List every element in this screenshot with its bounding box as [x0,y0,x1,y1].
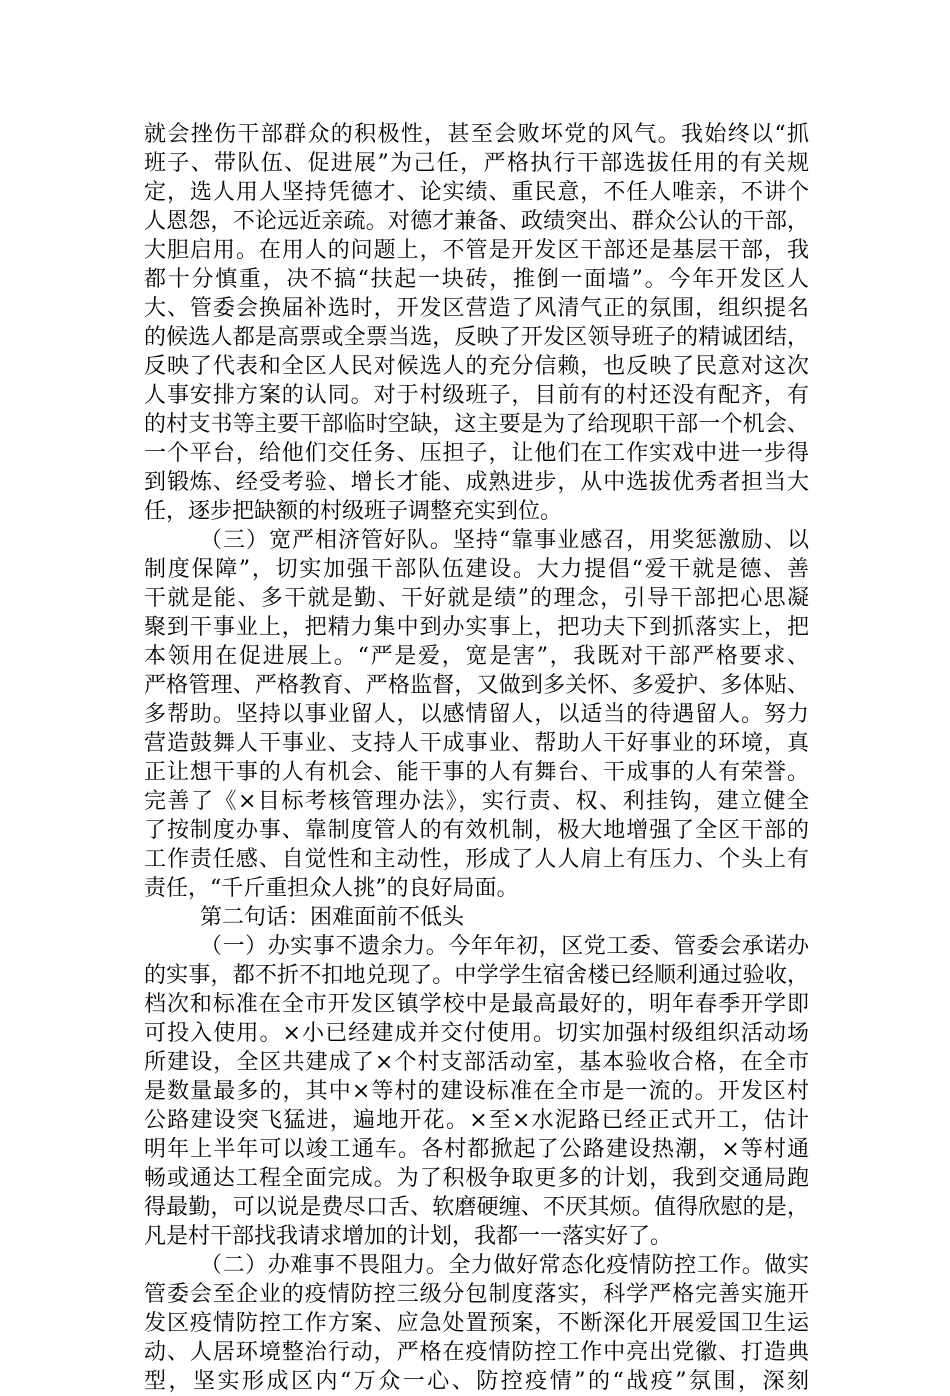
text-line: 凡是村干部找我请求增加的计划，我都一一落实好了。 [144,1224,673,1249]
paragraph-cadre-selection [144,120,809,526]
paragraph-difficult-matters [144,1251,809,1396]
text-line: 管委会至企业的疫情防控三级分包制度落实，科学严格完善实施开 [144,1282,809,1307]
text-line: 型，坚实形成区内“万众一心、防控疫情”的“战疫”氛围，深刻 [144,1369,809,1394]
text-line: 公路建设突飞猛进，遍地开花。×至×水泥路已经正式开工，估计 [144,1108,809,1133]
text-line: 可投入使用。×小已经建成并交付使用。切实加强村级组织活动场 [144,1021,809,1046]
text-line: 大胆启用。在用人的问题上，不管是开发区干部还是基层干部，我 [144,238,809,263]
text-line: 档次和标准在全市开发区镇学校中是最高最好的，明年春季开学即 [144,992,809,1017]
section-heading-text: 第二句话：困难面前不低头 [200,905,465,930]
text-line: 的实事，都不折不扣地兑现了。中学学生宿舍楼已经顺利通过验收， [144,963,809,988]
text-line: 动、人居环境整治行动，严格在疫情防控工作中亮出党徽、打造典 [144,1340,809,1365]
text-line: 大、管委会换届补选时，开发区营造了风清气正的氛围，组织提名 [144,296,809,321]
text-line: 到锻炼、经受考验、增长才能、成熟进步，从中选拔优秀者担当大 [144,470,809,495]
text-line: 多帮助。坚持以事业留人，以感情留人，以适当的待遇留人。努力 [144,702,809,727]
section-heading [144,903,809,932]
text-line: 人事安排方案的认同。对于村级班子，目前有的村还没有配齐，有 [144,383,809,408]
text-line: 严格管理、严格教育、严格监督，又做到多关怀、多爱护、多体贴、 [144,673,809,698]
text-line: 得最勤，可以说是费尽口舌、软磨硬缠、不厌其烦。值得欣慰的是， [144,1195,809,1220]
text-line: 畅或通达工程全面完成。为了积极争取更多的计划，我到交通局跑 [144,1166,809,1191]
text-line: （一）办实事不遗余力。今年年初，区党工委、管委会承诺办 [200,934,809,959]
text-line: 所建设，全区共建成了×个村支部活动室，基本验收合格，在全市 [144,1050,809,1075]
paragraph-team-management [144,526,809,903]
text-line: 都十分慎重，决不搞“扶起一块砖，推倒一面墙”。今年开发区人 [144,267,809,292]
text-line: 的候选人都是高票或全票当选，反映了开发区领导班子的精诚团结， [144,325,809,350]
text-line: 一个平台，给他们交任务、压担子，让他们在工作实戏中进一步得 [144,441,809,466]
text-line: 任，逐步把缺额的村级班子调整充实到位。 [144,499,563,524]
document-page [144,120,809,1396]
text-line: 制度保障”，切实加强干部队伍建设。大力提倡“爱干就是德、善 [144,557,809,582]
text-line: 明年上半年可以竣工通车。各村都掀起了公路建设热潮，×等村通 [144,1137,809,1162]
text-line: 是数量最多的，其中×等村的建设标准在全市是一流的。开发区村 [144,1079,809,1104]
text-line: 了按制度办事、靠制度管人的有效机制，极大地增强了全区干部的 [144,818,809,843]
text-line: 完善了《×目标考核管理办法》，实行责、权、利挂钩，建立健全 [144,789,809,814]
text-line: 人恩怨，不论远近亲疏。对德才兼备、政绩突出、群众公认的干部， [144,209,809,234]
text-line: 班子、带队伍、促进展”为己任，严格执行干部选拔任用的有关规 [144,151,809,176]
text-line: 责任，“千斤重担众人挑”的良好局面。 [144,876,519,901]
text-line: 本领用在促进展上。“严是爱，宽是害”，我既对干部严格要求、 [144,644,809,669]
text-line: 营造鼓舞人干事业、支持人干成事业、帮助人干好事业的环境，真 [144,731,809,756]
paragraph-practical-matters [144,932,809,1251]
text-line: （三）宽严相济管好队。坚持“靠事业感召，用奖惩激励、以 [200,528,809,553]
text-line: 反映了代表和全区人民对候选人的充分信赖，也反映了民意对这次 [144,354,809,379]
text-line: 干就是能、多干就是勤、干好就是绩”的理念，引导干部把心思凝 [144,586,809,611]
text-line: 的村支书等主要干部临时空缺，这主要是为了给现职干部一个机会、 [144,412,809,437]
text-line: （二）办难事不畏阻力。全力做好常态化疫情防控工作。做实 [200,1253,809,1278]
text-line: 正让想干事的人有机会、能干事的人有舞台、干成事的人有荣誉。 [144,760,809,785]
text-line: 定，选人用人坚持凭德才、论实绩、重民意，不任人唯亲，不讲个 [144,180,809,205]
text-line: 工作责任感、自觉性和主动性，形成了人人肩上有压力、个头上有 [144,847,809,872]
text-line: 聚到干事业上，把精力集中到办实事上，把功夫下到抓落实上，把 [144,615,809,640]
text-line: 就会挫伤干部群众的积极性，甚至会败坏党的风气。我始终以“抓 [144,122,809,147]
text-line: 发区疫情防控工作方案、应急处置预案，不断深化开展爱国卫生运 [144,1311,809,1336]
